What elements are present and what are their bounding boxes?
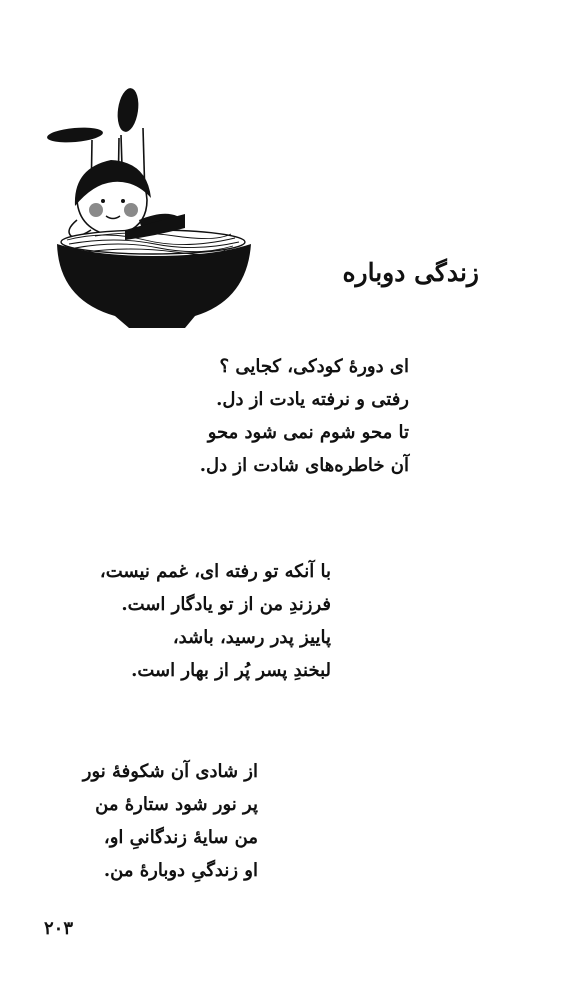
right-foot-shape (115, 87, 141, 133)
stanza-line: از شادی آن شکوفهٔ نور (82, 761, 258, 782)
stanza-line: لبخندِ پسر پُر از بهار است. (131, 660, 331, 681)
stanza-line: با آنکه تو رفته ای، غمم نیست، (99, 561, 331, 582)
right-cheek-shape (124, 203, 138, 217)
page-number: ۲۰۳ (44, 918, 74, 939)
left-cheek-shape (89, 203, 103, 217)
stanza-3 (83, 755, 258, 887)
stanza-line: فرزندِ من از تو یادگار است. (121, 594, 331, 615)
poem-title: زندگی دوباره (342, 258, 479, 287)
stanza-line: آن خاطره‌های شادت از دل. (199, 455, 409, 476)
stanza-line: رفتی و نرفته یادت از دل. (216, 389, 409, 410)
stanza-line: ای دورهٔ کودکی، کجایی ؟ (219, 356, 409, 377)
child-head-drawing (75, 160, 151, 236)
stanza-1 (200, 350, 409, 482)
stanza-line: او زندگیِ دوبارهٔ من. (103, 860, 258, 881)
stanza-line: من سایهٔ زندگانیِ او، (103, 827, 258, 848)
stanza-line: پر نور شود ستارهٔ من (95, 794, 258, 815)
stanza-2 (100, 555, 331, 687)
stanza-line: تا محو شوم نمی شود محو (207, 422, 409, 443)
child-in-bowl-illustration (35, 80, 265, 340)
left-foot-shape (46, 126, 103, 145)
stanza-line: پاییز پدر رسید، باشد، (172, 627, 331, 648)
